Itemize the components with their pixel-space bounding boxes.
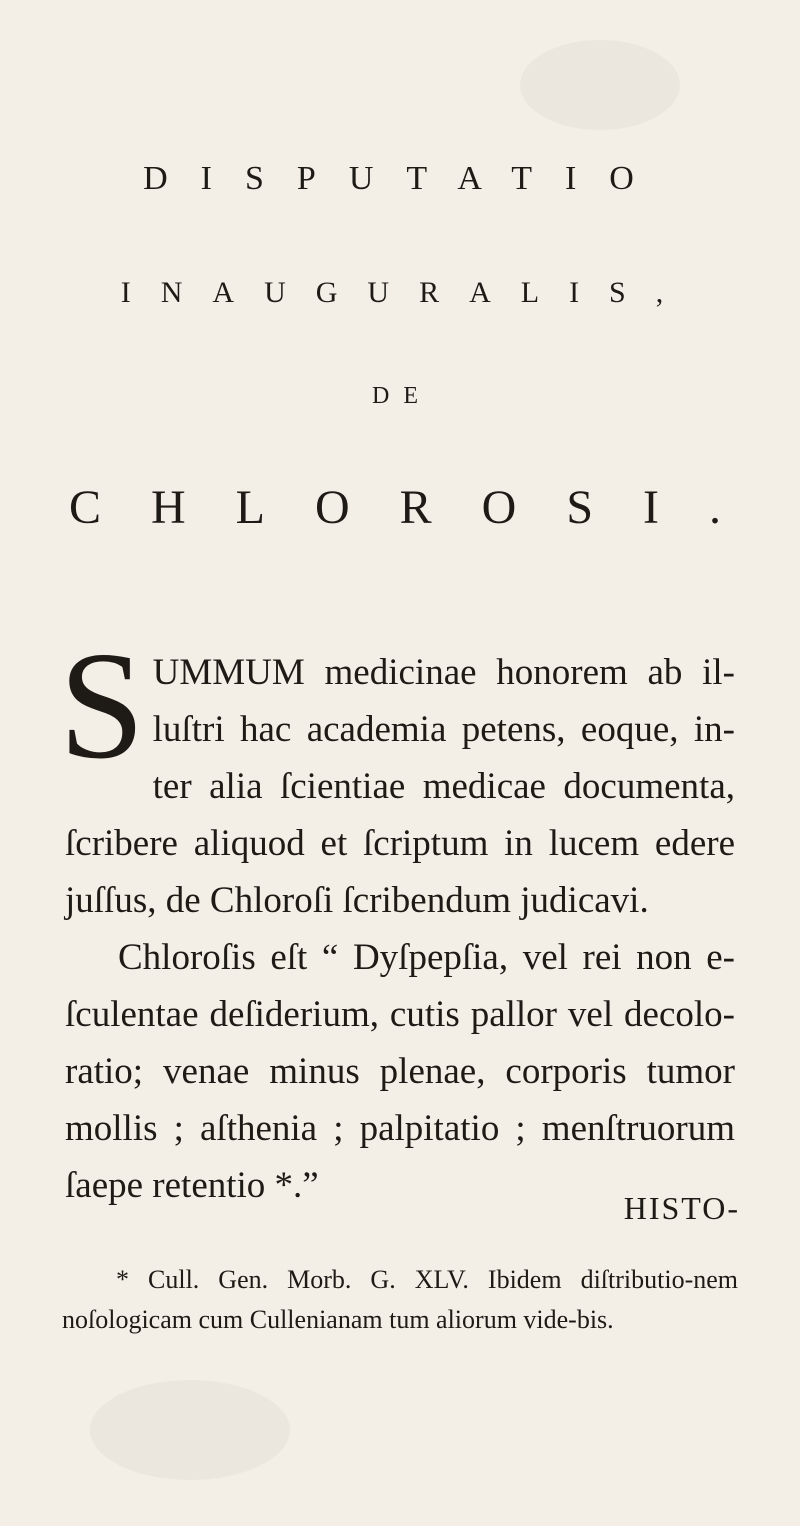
title-chlorosi: CHLOROSI. <box>68 481 772 534</box>
main-text <box>59 621 735 1214</box>
title-disputatio: DISPUTATIO <box>143 160 667 197</box>
paper-stain <box>520 40 680 130</box>
paper-stain <box>90 1380 290 1480</box>
footnote: * Cull. Gen. Morb. G. XLV. Ibidem diſtributio-nem noſologicam cum Cullenianam tum aliorum vide-bis. <box>62 1265 738 1334</box>
catchword: HISTO- <box>623 1190 740 1226</box>
paragraph-1-text: UMMUM medicinae honorem ab il-luſtri hac academia petens, eoque, in-ter alia ſcientiae medicae documenta, ſcribere aliquod et ſcriptum in lucem edere juſſus, de Chloroſi ſcribendum judicavi. <box>65 652 735 921</box>
title-inauguralis: INAUGURALIS, <box>120 276 694 309</box>
paragraph-2: Chloroſis eſt “ Dyſpepſia, vel rei non e-ſculentae deſiderium, cutis pallor vel decolo-ratio; venae minus plenae, corporis tumor mollis ; aſthenia ; palpitatio ; menſtruorum ſaepe retentio *.” <box>65 937 735 1206</box>
paragraph-1 <box>59 621 735 929</box>
drop-cap: S <box>59 621 145 791</box>
title-de: DE <box>372 383 432 409</box>
